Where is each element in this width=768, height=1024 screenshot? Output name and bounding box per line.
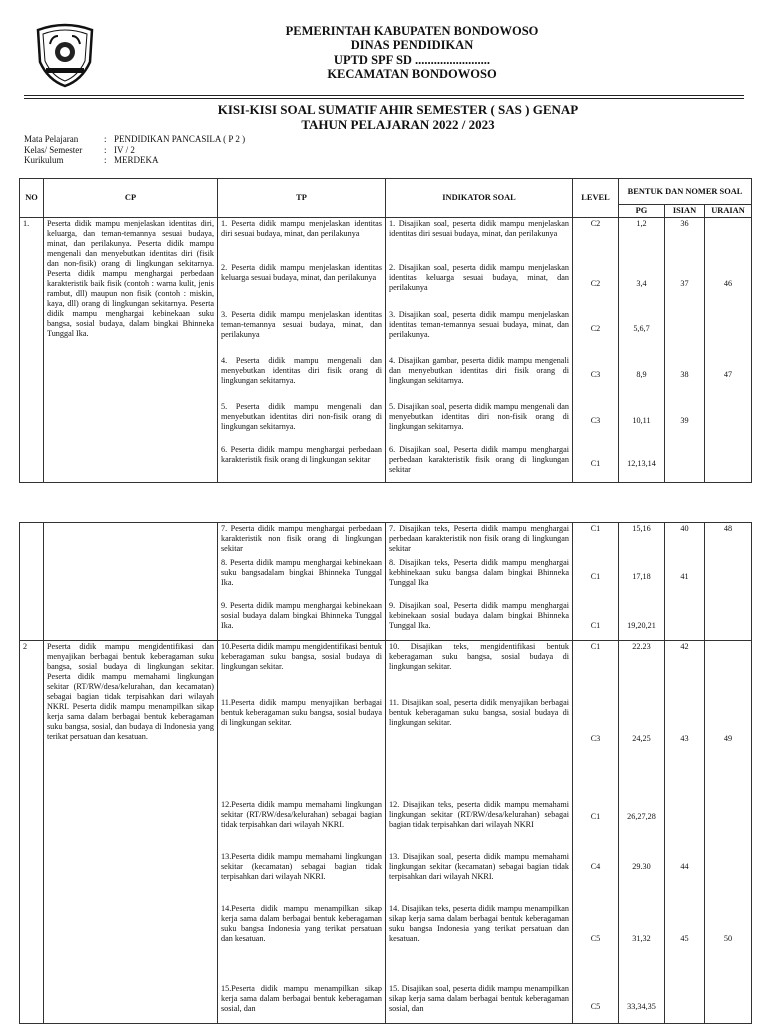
tp-item: 12.Peserta didik mampu memahami lingkungan sekitar (RT/RW/desa/kelurahan) sebagai bagian tidak terpisahkan dari wilayah NKRI. <box>221 800 382 829</box>
cell-no <box>20 523 44 641</box>
level-value: C3 <box>590 416 601 425</box>
level-value: C1 <box>590 812 601 821</box>
cell-level <box>573 641 619 1024</box>
letterhead-office: DINAS PENDIDIKAN <box>350 38 474 53</box>
level-value: C1 <box>590 524 601 533</box>
isian-value: 39 <box>680 416 689 425</box>
pg-value: 5,6,7 <box>633 324 650 333</box>
cell-indikator <box>386 523 573 641</box>
isian-value: 45 <box>680 934 689 943</box>
cell-no: 2 <box>20 641 44 1024</box>
isian-value: 43 <box>680 734 689 743</box>
meta-colon: : <box>104 144 107 155</box>
meta-key: Kurikulum <box>24 155 64 165</box>
pg-value: 29.30 <box>632 862 651 871</box>
cell-cp: Peserta didik mampu menjelaskan identitas diri, keluarga, dan teman-temannya sesuai budaya, minat, dan perilakunya. Peserta didik mampu mengenali dan menyebutkan identitas diri (fisik dan non-fisik) orang di lingkungan sekitarnya. Peserta didik mampu menghargai perbedaan karakteristik baik fisik (contoh : warna kulit, jenis rambut, dll) maupun non fisik (contoh : miskin, kaya, dll) orang di lingkungan sekitarnya. Peserta didik mampu menghargai kebinekaan suku bangsa, sosial budaya, dalam bingkai Bhinneka Tunggal Ika. <box>44 218 218 483</box>
meta-colon: : <box>104 155 107 165</box>
pg-value: 33,34,35 <box>627 1002 656 1011</box>
pg-value: 3,4 <box>636 279 647 288</box>
uraian-value: 46 <box>723 279 733 288</box>
meta-value: PENDIDIKAN PANCASILA ( P 2 ) <box>114 134 246 144</box>
isian-value: 41 <box>680 572 689 581</box>
header-pg: PG <box>619 205 665 218</box>
level-value: C2 <box>590 279 601 288</box>
document-title <box>14 102 768 132</box>
uraian-value: 49 <box>723 734 733 743</box>
letterhead-government: PEMERINTAH KABUPATEN BONDOWOSO <box>285 24 539 38</box>
tp-item: 1. Peserta didik mampu menjelaskan identitas diri sesuai budaya, minat, dan perilakunya <box>221 219 382 238</box>
indikator-item: 10. Disajikan teks, mengidentifikasi bentuk keberagaman suku bangsa, sosial budaya di lingkungan sekitar. <box>389 642 569 671</box>
header-no: NO <box>20 179 44 218</box>
level-value: C1 <box>590 459 601 468</box>
table-row <box>20 641 752 1024</box>
meta-value: IV / 2 <box>114 144 135 155</box>
table-row <box>20 523 752 641</box>
meta-row <box>24 155 245 166</box>
pg-value: 12,13,14 <box>627 459 656 468</box>
level-value: C2 <box>590 324 601 333</box>
header-cp: CP <box>44 179 218 218</box>
indikator-item: 15. Disajikan soal, peserta didik mampu menampilkan sikap kerja sama dalam berbagai bentuk keberagaman sosial, dan <box>389 984 569 1013</box>
cell-uraian <box>705 218 752 483</box>
letterhead-divider <box>24 95 744 96</box>
tp-item: 2. Peserta didik mampu menjelaskan identitas keluarga sesuai budaya, minat, dan perilakunya <box>221 263 382 282</box>
cell-cp: Peserta didik mampu mengidentifikasi dan menyajikan berbagai bentuk keberagaman suku bangsa, sosial budaya di lingkungan sekitar. Peserta didik mampu memahami lingkungan sekitar (RT/RW/desa/kelurahan, dan kecamatan) sebagai bagian tidak terpisahkan dari wilayah NKRI. Peserta didik mampu menampilkan sikap kerja sama dalam berbagai bentuk keberagaman suku bangsa, sosial, dan budaya di Indonesia yang terikat persatuan dan kesatuan. <box>44 641 218 1024</box>
meta-key: Mata Pelajaran <box>24 134 79 144</box>
header-isian: ISIAN <box>665 205 705 218</box>
tp-item: 9. Peserta didik mampu menghargai kebinekaan sosial budaya dalam bingkai Bhinneka Tunggal Ika. <box>221 601 382 630</box>
cell-isian <box>665 641 705 1024</box>
cell-indikator <box>386 218 573 483</box>
cell-uraian <box>705 523 752 641</box>
tp-item: 8. Peserta didik mampu menghargai kebinekaan suku bangsadalam bingkai Bhinneka Tunggal Ika. <box>221 558 382 587</box>
cell-isian <box>665 218 705 483</box>
document-meta <box>24 134 245 166</box>
level-value: C2 <box>590 219 601 228</box>
pg-value: 1,2 <box>636 219 647 228</box>
pg-value: 26,27,28 <box>627 812 656 821</box>
level-value: C5 <box>590 934 601 943</box>
level-value: C1 <box>590 642 601 651</box>
tp-item: 6. Peserta didik mampu menghargai perbedaan karakteristik fisik orang di lingkungan sekitar <box>221 445 382 464</box>
meta-row <box>24 134 245 145</box>
tp-item: 10.Peserta didik mampu mengidentifikasi bentuk keberagaman suku bangsa, sosial budaya di lingkungan sekitar. <box>221 642 382 671</box>
isian-value: 38 <box>680 370 689 379</box>
cell-tp <box>218 641 386 1024</box>
indikator-item: 14. Disajikan teks, peserta didik mampu menampilkan sikap kerja sama dalam berbagai bentuk keberagaman suku bangsa Indonesia yang terikat persatuan dan kesatuan. <box>389 904 569 943</box>
level-value: C1 <box>590 572 601 581</box>
header-level: LEVEL <box>573 179 619 218</box>
indikator-item: 3. Disajikan soal, peserta didik mampu menjelaskan identitas teman-temannya sesuai budaya, minat, dan perilakunya. <box>389 310 569 339</box>
uraian-value: 50 <box>723 934 733 943</box>
cell-tp <box>218 523 386 641</box>
table-row <box>20 218 752 483</box>
tp-item: 13.Peserta didik mampu memahami lingkungan sekitar (kecamatan) sebagai bagian tidak terpisahkan dari wilayah NKRI. <box>221 852 382 881</box>
level-value: C3 <box>590 734 601 743</box>
cell-pg <box>619 218 665 483</box>
pg-value: 24,25 <box>632 734 651 743</box>
tp-item: 15.Peserta didik mampu menampilkan sikap kerja sama dalam berbagai bentuk keberagaman sosial, dan <box>221 984 382 1013</box>
tp-item: 5. Peserta didik mampu mengenali dan menyebutkan identitas diri non-fisik orang di lingkungan sekitarnya. <box>221 402 382 431</box>
meta-colon: : <box>104 134 107 144</box>
indikator-item: 8. Disajikan teks, Peserta didik mampu menghargai kebhinekaan suku bangsa dalam bingkai Bhinneka Tunggal Ika <box>389 558 569 587</box>
indikator-item: 1. Disajikan soal, peserta didik mampu menjelaskan identitas diri sesuai budaya, minat, dan perilakunya <box>389 219 569 238</box>
cell-no: 1. <box>20 218 44 483</box>
cell-pg <box>619 523 665 641</box>
indikator-item: 4. Disajikan gambar, peserta didik mampu mengenali dan menyebutkan identitas diri fisik orang di lingkungan sekitarnya. <box>389 356 569 385</box>
level-value: C1 <box>590 621 601 630</box>
cell-indikator <box>386 641 573 1024</box>
letterhead-school: UPTD SPF SD ........................ <box>333 52 491 67</box>
isian-value: 37 <box>680 279 689 288</box>
indikator-item: 2. Disajikan soal, peserta didik mampu menjelaskan identitas keluarga sesuai budaya, minat, dan perilakunya <box>389 263 569 292</box>
pg-value: 31,32 <box>632 934 651 943</box>
cell-cp <box>44 523 218 641</box>
tp-item: 3. Peserta didik mampu menjelaskan identitas teman-temannya sesuai budaya, minat, dan perilakunya <box>221 310 382 339</box>
cell-level <box>573 523 619 641</box>
letterhead-district: KECAMATAN BONDOWOSO <box>327 66 497 81</box>
isian-value: 42 <box>680 642 689 651</box>
pg-value: 8,9 <box>636 370 647 379</box>
grid-table-page-1 <box>19 178 752 483</box>
meta-value: MERDEKA <box>114 155 159 165</box>
cell-level <box>573 218 619 483</box>
cell-tp <box>218 218 386 483</box>
title-line-2: TAHUN PELAJARAN 2022 / 2023 <box>301 117 495 132</box>
pg-value: 22.23 <box>632 642 651 651</box>
pg-value: 19,20,21 <box>627 621 656 630</box>
header-uraian: URAIAN <box>705 205 752 218</box>
uraian-value: 48 <box>723 524 733 533</box>
tp-item: 4. Peserta didik mampu mengenali dan menyebutkan identitas diri fisik orang di lingkungan sekitarnya. <box>221 356 382 385</box>
indikator-item: 5. Disajikan soal, peserta didik mampu mengenali dan menyebutkan identitas diri non-fisik orang di lingkungan sekitarnya. <box>389 402 569 431</box>
pg-value: 15,16 <box>632 524 651 533</box>
letterhead <box>28 24 768 81</box>
isian-value: 36 <box>680 219 689 228</box>
indikator-item: 11. Disajikan soal, peserta didik menyajikan berbagai bentuk keberagaman suku bangsa, sosial budaya di lingkungan sekitar. <box>389 698 569 727</box>
meta-key: Kelas/ Semester <box>24 144 83 155</box>
isian-value: 40 <box>680 524 689 533</box>
indikator-item: 9. Disajikan soal, Peserta didik mampu menghargai kebinekaan sosial budaya dalam bingkai Bhinneka Tunggal Ika. <box>389 601 569 630</box>
header-bentuk: BENTUK DAN NOMER SOAL <box>619 179 752 205</box>
letterhead-divider-thin <box>24 98 744 99</box>
level-value: C5 <box>590 1002 601 1011</box>
level-value: C4 <box>590 862 601 871</box>
pg-value: 10,11 <box>632 416 651 425</box>
cell-pg <box>619 641 665 1024</box>
title-line-1: KISI-KISI SOAL SUMATIF AHIR SEMESTER ( SAS ) GENAP <box>217 102 579 117</box>
grid-table-page-2 <box>19 522 752 1024</box>
indikator-item: 6. Disajikan soal, Peserta didik mampu menghargai perbedaan karakteristik fisik orang di lingkungan sekitar <box>389 445 569 474</box>
cell-uraian <box>705 641 752 1024</box>
tp-item: 7. Peserta didik mampu menghargai perbedaan karakteristik non fisik orang di lingkungan sekitar <box>221 524 382 553</box>
indikator-item: 7. Disajikan teks, Peserta didik mampu menghargai perbedaan karakteristik non fisik orang di lingkungan sekitar <box>389 524 569 553</box>
cell-isian <box>665 523 705 641</box>
meta-row <box>24 145 245 156</box>
level-value: C3 <box>590 370 601 379</box>
pg-value: 17,18 <box>632 572 651 581</box>
indikator-item: 12. Disajikan teks, peserta didik mampu memahami lingkungan sekitar (RT/RW/desa/kelurahan) sebagai bagian tidak terpisahkan dari wilayah NKRI <box>389 800 569 829</box>
tp-item: 11.Peserta didik mampu menyajikan berbagai bentuk keberagaman suku bangsa, sosial budaya di lingkungan sekitar. <box>221 698 382 727</box>
uraian-value: 47 <box>723 370 733 379</box>
indikator-item: 13. Disajikan soal, peserta didik mampu memahami lingkungan sekitar (kecamatan) sebagai bagian tidak terpisahkan dari wilayah NKRI. <box>389 852 569 881</box>
header-indikator: INDIKATOR SOAL <box>386 179 573 218</box>
tp-item: 14.Peserta didik mampu menampilkan sikap kerja sama dalam berbagai bentuk keberagaman suku bangsa Indonesia yang terikat persatuan dan kesatuan. <box>221 904 382 943</box>
header-tp: TP <box>218 179 386 218</box>
isian-value: 44 <box>680 862 689 871</box>
